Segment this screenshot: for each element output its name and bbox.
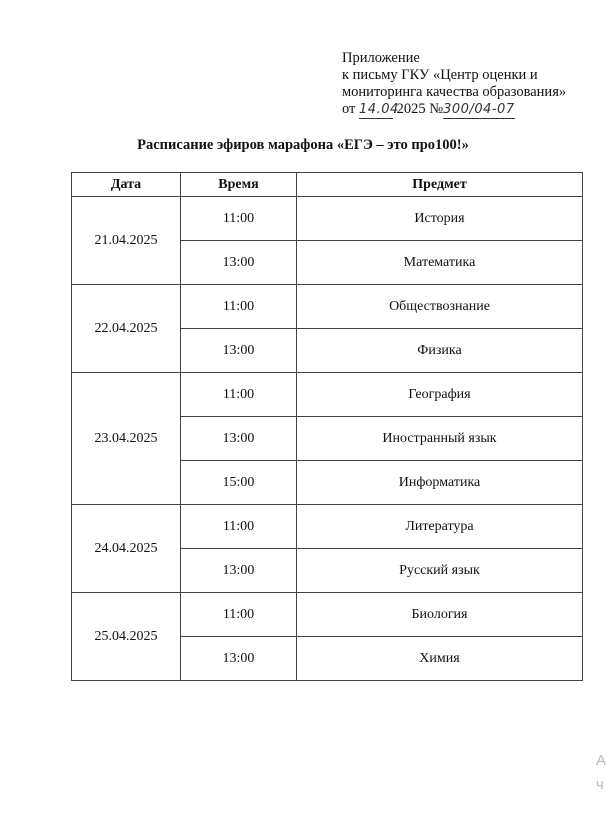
- time-cell: 11:00: [181, 285, 297, 329]
- date-cell: 25.04.2025: [72, 593, 181, 681]
- handwritten-date: 14.04: [359, 102, 399, 117]
- subject-cell: Иностранный язык: [297, 417, 583, 461]
- appendix-year: .2025 №: [393, 101, 444, 117]
- time-cell: 11:00: [181, 197, 297, 241]
- schedule-body: [72, 197, 583, 681]
- time-cell: 11:00: [181, 593, 297, 637]
- appendix-line-4: [342, 101, 566, 119]
- time-cell: 13:00: [181, 549, 297, 593]
- subject-cell: Русский язык: [297, 549, 583, 593]
- appendix-block: [342, 50, 566, 119]
- time-cell: 11:00: [181, 373, 297, 417]
- time-cell: 13:00: [181, 637, 297, 681]
- table-row: [72, 285, 583, 329]
- time-cell: 13:00: [181, 417, 297, 461]
- document-title: Расписание эфиров марафона «ЕГЭ – это про100!»: [137, 137, 469, 153]
- edge-char-2: ч: [596, 776, 604, 793]
- subject-cell: Математика: [297, 241, 583, 285]
- time-cell: 11:00: [181, 505, 297, 549]
- subject-cell: Биология: [297, 593, 583, 637]
- table-row: [72, 505, 583, 549]
- time-cell: 13:00: [181, 329, 297, 373]
- appendix-prefix: от: [342, 101, 356, 117]
- subject-cell: Информатика: [297, 461, 583, 505]
- subject-cell: Обществознание: [297, 285, 583, 329]
- appendix-line-1: Приложение: [342, 50, 420, 66]
- edge-char-1: А: [596, 752, 606, 769]
- appendix-line-3: мониторинга качества образования»: [342, 84, 567, 100]
- subject-cell: Физика: [297, 329, 583, 373]
- subject-cell: История: [297, 197, 583, 241]
- time-cell: 15:00: [181, 461, 297, 505]
- date-cell: 23.04.2025: [72, 373, 181, 505]
- header-date: Дата: [72, 173, 181, 197]
- appendix-line-2: к письму ГКУ «Центр оценки и: [342, 67, 538, 83]
- table-row: [72, 373, 583, 417]
- subject-cell: География: [297, 373, 583, 417]
- date-cell: 24.04.2025: [72, 505, 181, 593]
- handwritten-number: 300/04-07: [443, 102, 515, 117]
- time-cell: 13:00: [181, 241, 297, 285]
- subject-cell: Химия: [297, 637, 583, 681]
- header-subject: Предмет: [297, 173, 583, 197]
- date-cell: 22.04.2025: [72, 285, 181, 373]
- table-row: [72, 197, 583, 241]
- schedule-table: [71, 172, 583, 681]
- subject-cell: Литература: [297, 505, 583, 549]
- table-row: [72, 593, 583, 637]
- header-time: Время: [181, 173, 297, 197]
- date-cell: 21.04.2025: [72, 197, 181, 285]
- table-header-row: [72, 173, 583, 197]
